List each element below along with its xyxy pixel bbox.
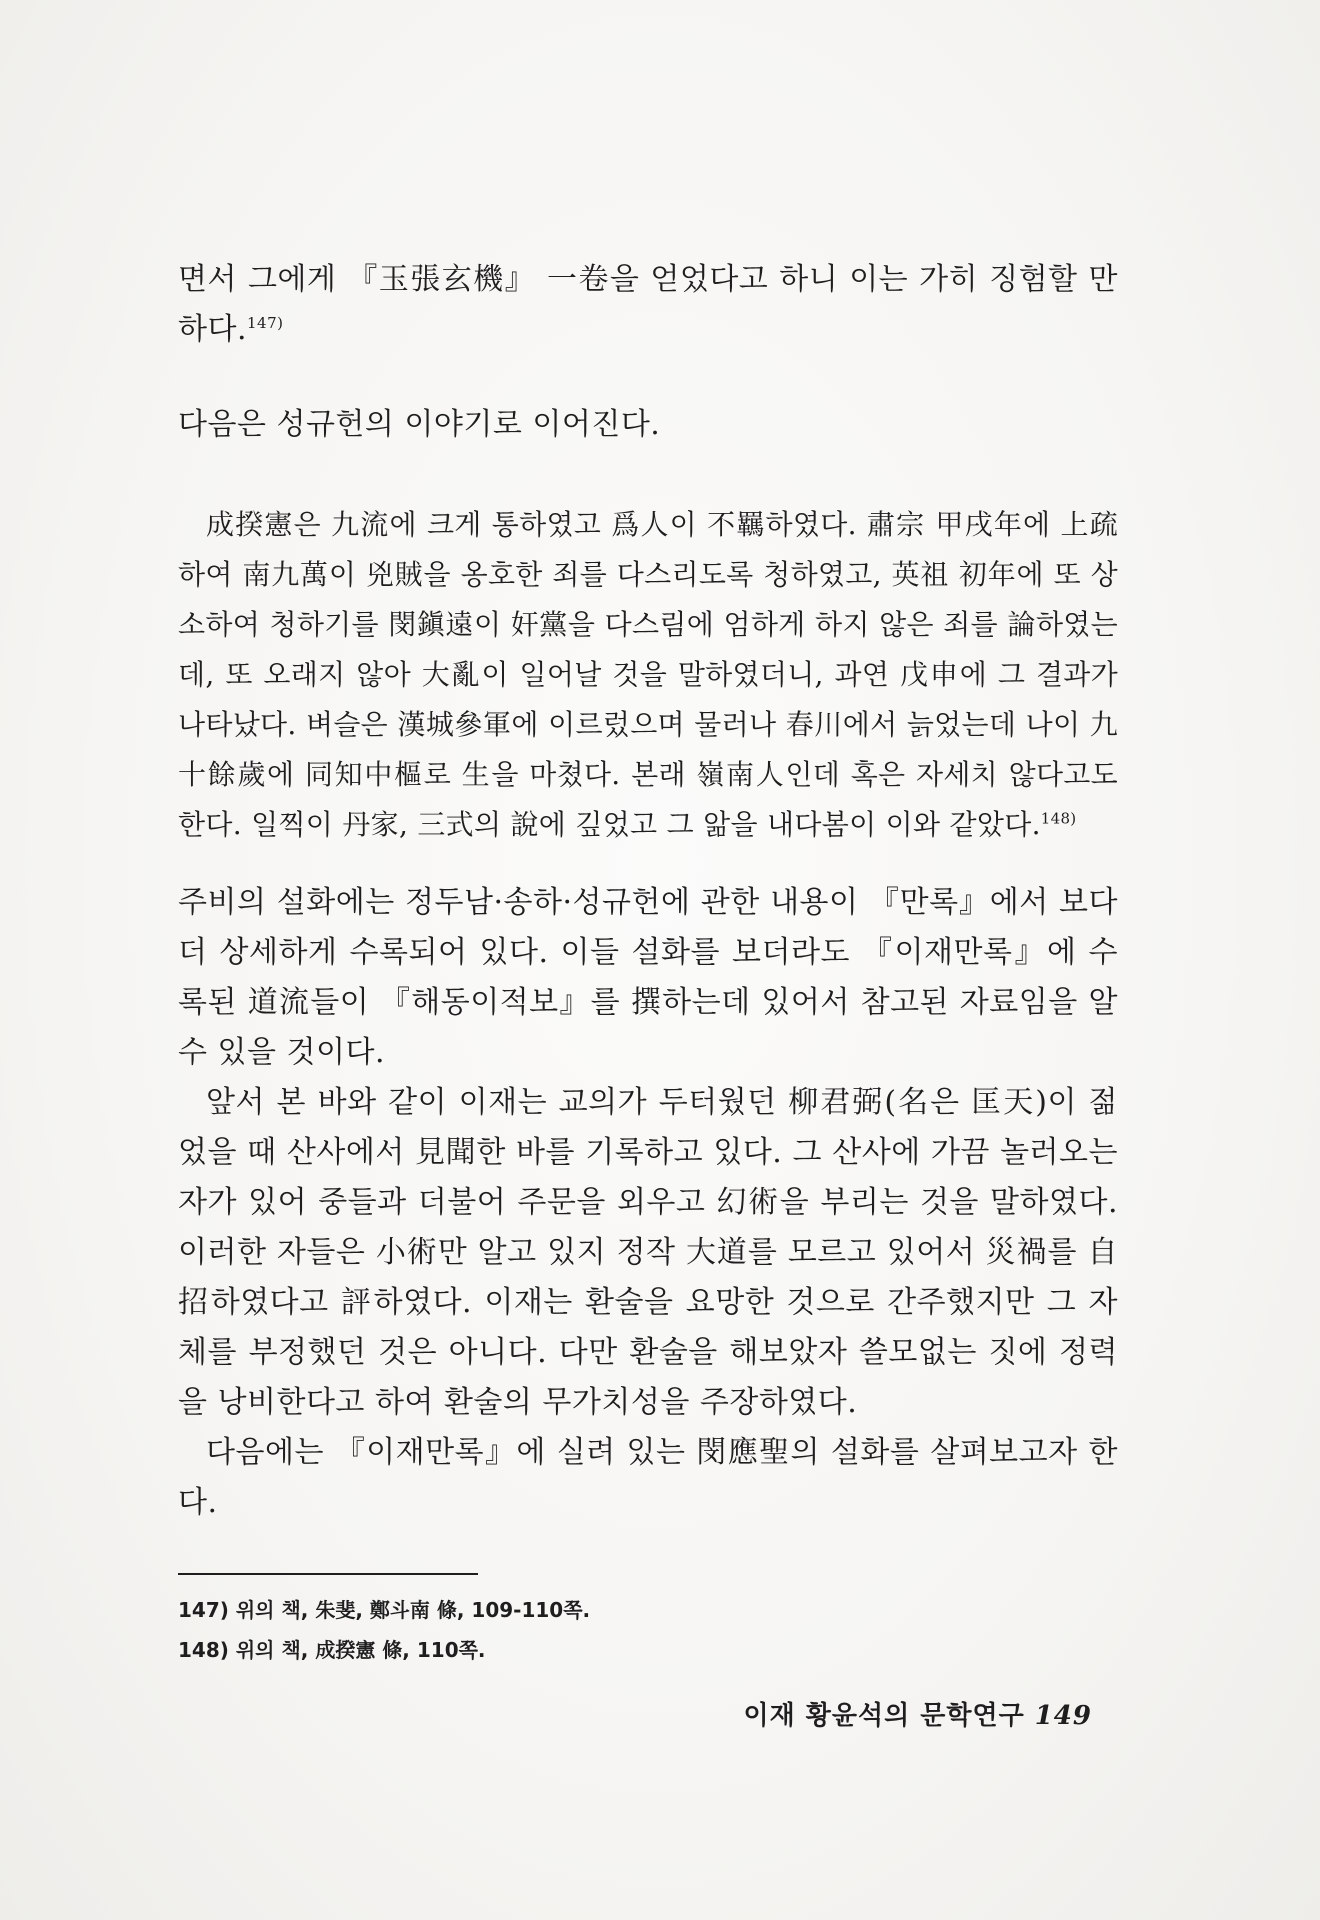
quote-text: 成揆憲은 九流에 크게 통하였고 爲人이 不羈하였다. 肅宗 甲戌年에 上疏하여 南九萬이 兇賊을 옹호한 죄를 다스리도록 청하였고, 英祖 初年에 또 상소하여 청하기를 閔鎭遠이 奸黨을 다스림에 엄하게 하지 않은 죄를 論하였는데, 또 오래지 않아 大亂이 일어날 것을 말하였더니, 과연 戊申에 그 결과가 나타났다. 벼슬은 漢城參軍에 이르렀으며 물러나 春川에서 늙었는데 나이 九十餘歲에 同知中樞로 生을 마쳤다. 본래 嶺南人인데 혹은 자세치 않다고도 한다. 일찍이 丹家, 三式의 說에 깊었고 그 앎을 내다봄이 이와 같았다. (178, 508, 1118, 841)
footnotes (178, 1590, 1118, 1670)
footnote-marker-147: 147) (247, 314, 284, 332)
footnote-divider (178, 1573, 478, 1575)
paragraph-body-1 (178, 878, 1118, 1078)
paragraph-body-2 (178, 1078, 1118, 1428)
paragraph-intro (178, 400, 1118, 450)
paragraph-text: 주비의 설화에는 정두남·송하·성규헌에 관한 내용이 『만록』에서 보다 더 상세하게 수록되어 있다. 이들 설화를 보더라도 『이재만록』에 수록된 道流들이 『해동이적보』를 撰하는데 있어서 참고된 자료임을 알 수 있을 것이다. (178, 885, 1118, 1070)
paragraph-body-3 (178, 1428, 1118, 1528)
running-footer (743, 1695, 1092, 1732)
page-number: 149 (1034, 1701, 1092, 1731)
paragraph-text: 앞서 본 바와 같이 이재는 교의가 두터웠던 柳君弼(名은 匡天)이 젊었을 때 산사에서 見聞한 바를 기록하고 있다. 그 산사에 가끔 놀러오는 자가 있어 중들과 더불어 주문을 외우고 幻術을 부리는 것을 말하였다. 이러한 자들은 小術만 알고 있지 정작 大道를 모르고 있어서 災禍를 自招하였다고 評하였다. 이재는 환술을 요망한 것으로 간주했지만 그 자체를 부정했던 것은 아니다. 다만 환술을 해보았자 쓸모없는 짓에 정력을 낭비한다고 하여 환술의 무가치성을 주장하였다. (178, 1085, 1118, 1420)
footnote-marker-148: 148) (1040, 809, 1077, 828)
paragraph-text: 면서 그에게 『玉張玄機』 一卷을 얻었다고 하니 이는 가히 징험할 만하다. (178, 262, 1118, 347)
paragraph-text: 다음에는 『이재만록』에 실려 있는 閔應聖의 설화를 살펴보고자 한다. (178, 1435, 1118, 1520)
paragraph-continuation (178, 255, 1118, 355)
footnote-147: 147) 위의 책, 朱斐, 鄭斗南 條, 109-110쪽. (178, 1598, 591, 1622)
footnote-148: 148) 위의 책, 成揆憲 條, 110쪽. (178, 1638, 486, 1662)
block-quote (178, 500, 1118, 850)
paragraph-text: 다음은 성규헌의 이야기로 이어진다. (178, 407, 661, 442)
footer-title: 이재 황윤석의 문학연구 (743, 1701, 1025, 1731)
